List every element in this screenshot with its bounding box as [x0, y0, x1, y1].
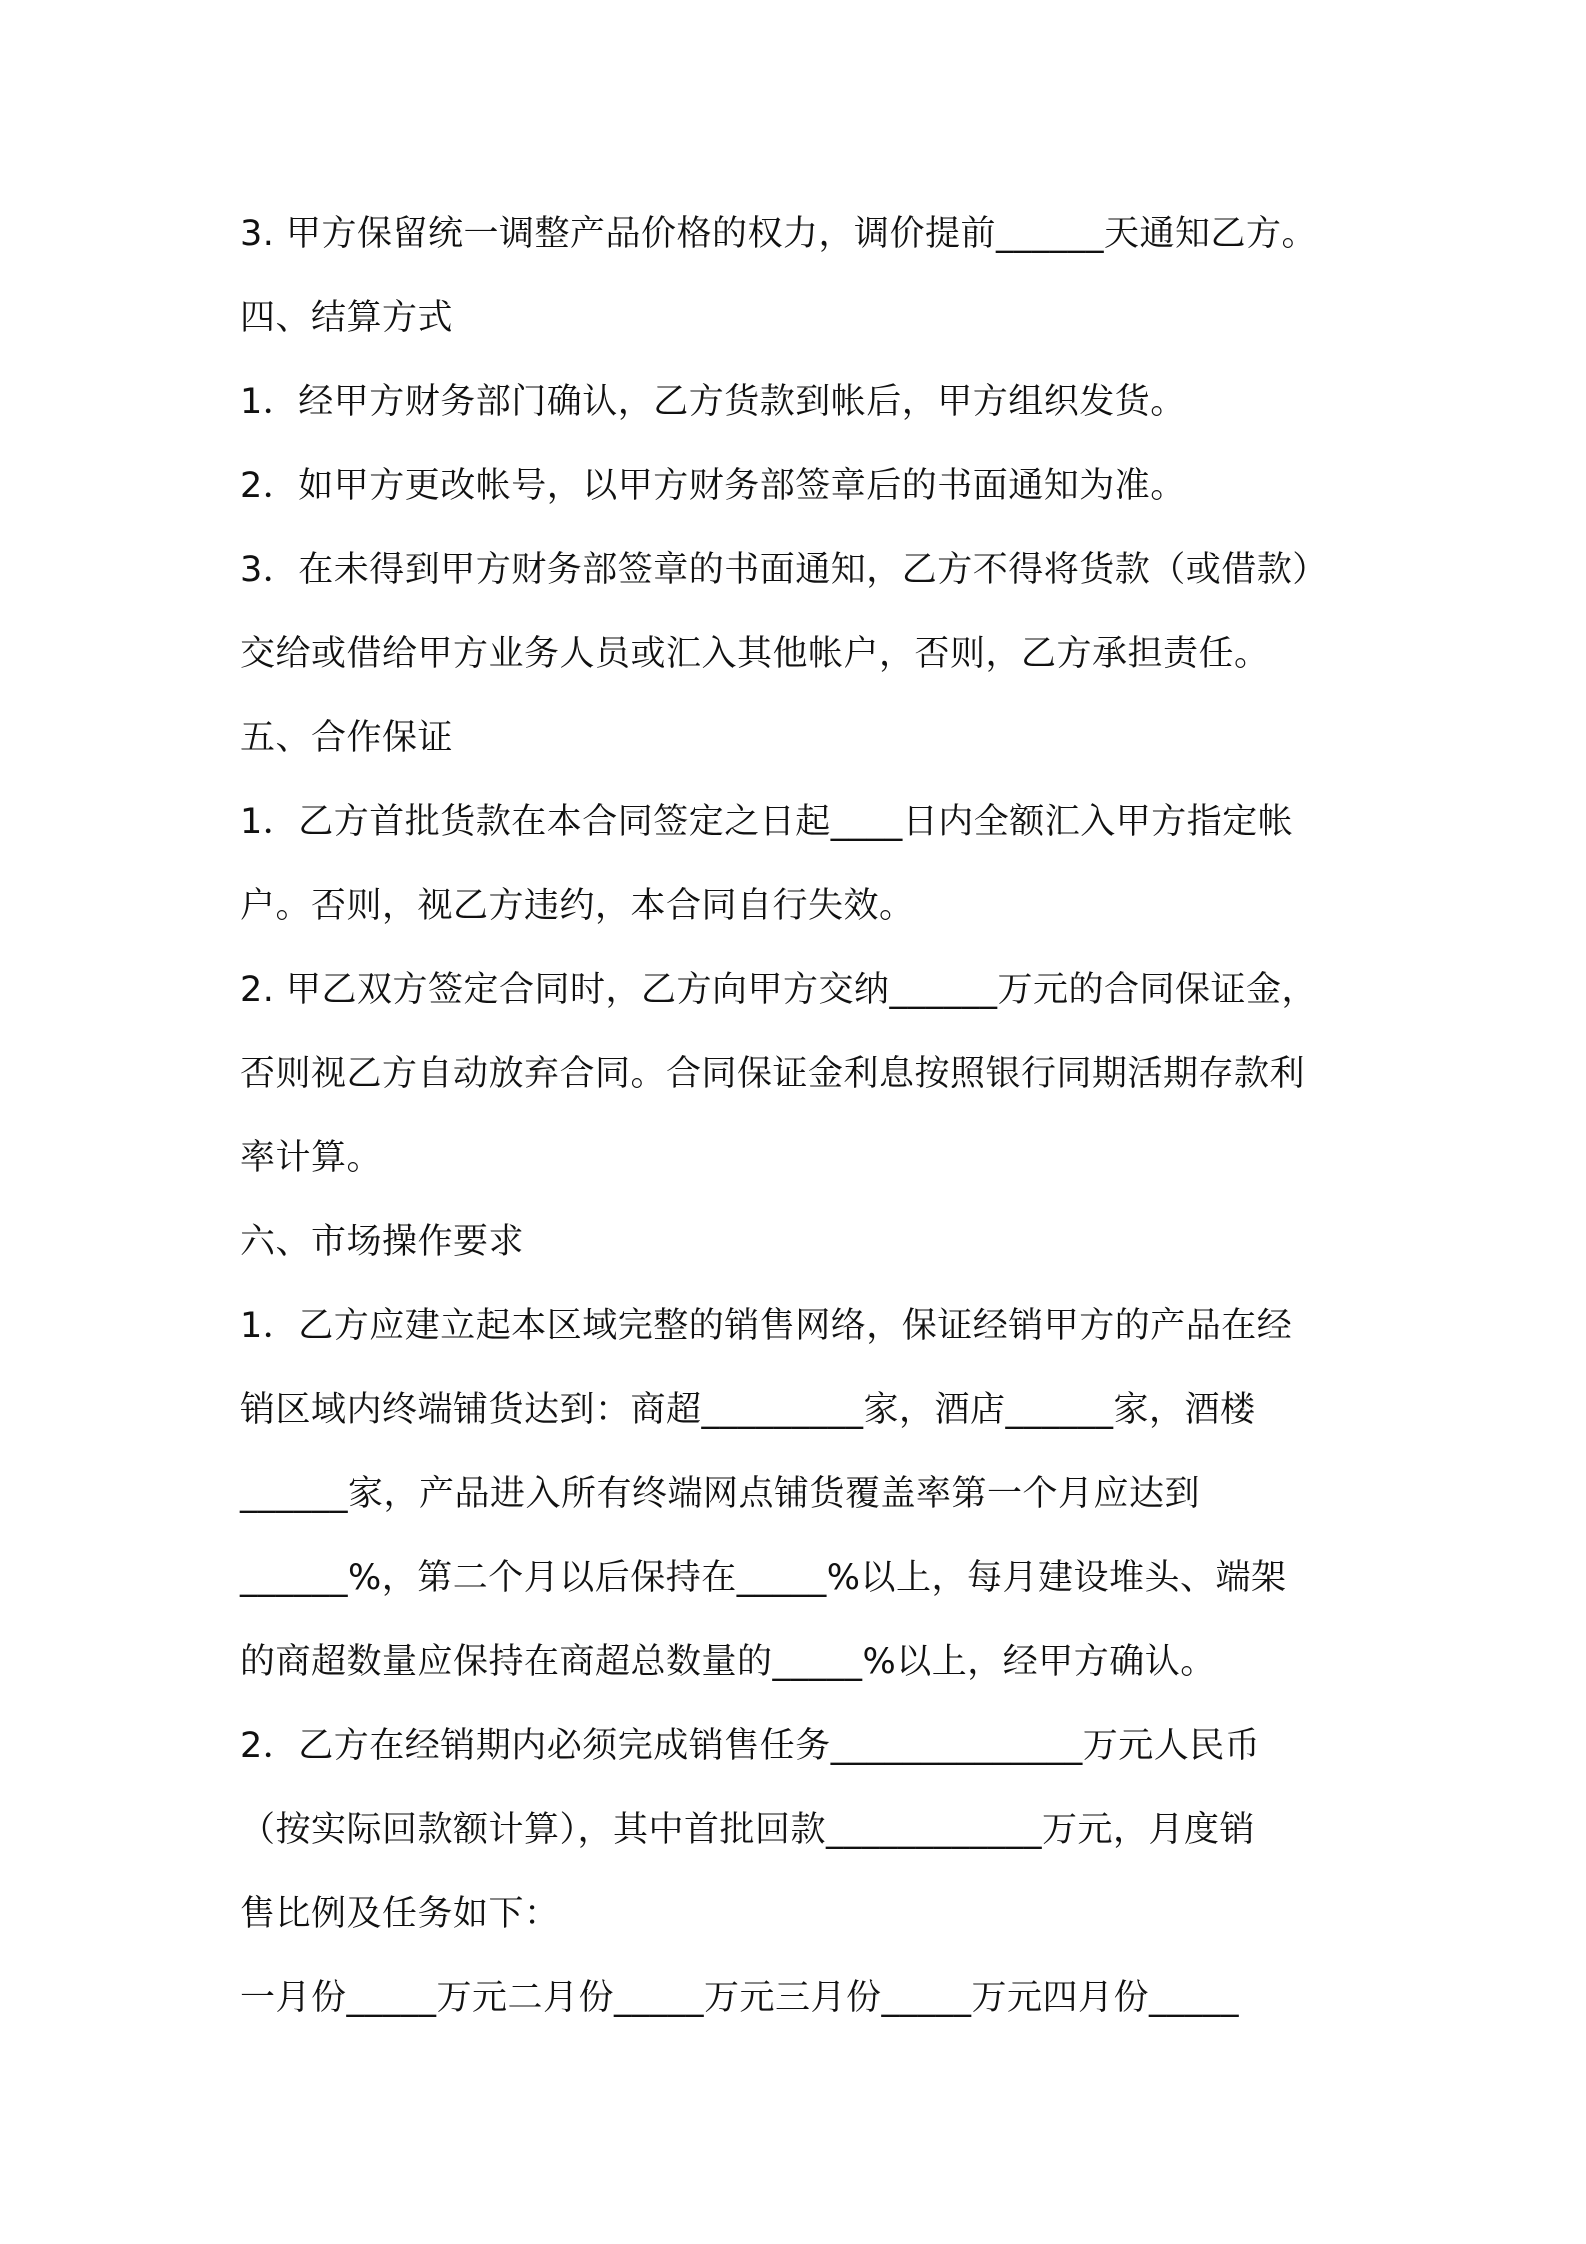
- clause-guarantee-2: 2. 甲乙双方签定合同时，乙方向甲方交纳______万元的合同保证金，: [240, 970, 1318, 1010]
- clause-price-adjustment: 3. 甲方保留统一调整产品价格的权力，调价提前______天通知乙方。: [240, 214, 1318, 254]
- contract-text: [240, 192, 1380, 2040]
- clause-settlement-1: 1．经甲方财务部门确认，乙方货款到帐后，甲方组织发货。: [240, 382, 1186, 422]
- clause-market-1-cont-2: ______家，产品进入所有终端网点铺货覆盖率第一个月应达到: [240, 1474, 1201, 1514]
- section-heading-settlement: 四、结算方式: [240, 298, 454, 338]
- clause-market-2-cont-2: 售比例及任务如下：: [240, 1894, 560, 1934]
- section-heading-guarantee: 五、合作保证: [240, 718, 454, 758]
- section-heading-market: 六、市场操作要求: [240, 1222, 525, 1262]
- clause-market-1: 1．乙方应建立起本区域完整的销售网络，保证经销甲方的产品在经: [240, 1306, 1293, 1346]
- clause-market-1-cont-4: 的商超数量应保持在商超总数量的_____%以上，经甲方确认。: [240, 1642, 1216, 1682]
- clause-market-1-cont-1: 销区域内终端铺货达到：商超_________家，酒店______家，酒楼: [240, 1390, 1256, 1430]
- clause-guarantee-2-cont: 否则视乙方自动放弃合同。合同保证金利息按照银行同期活期存款利: [240, 1054, 1306, 1094]
- clause-market-1-cont-3: ______%，第二个月以后保持在_____%以上，每月建设堆头、端架: [240, 1558, 1287, 1598]
- clause-guarantee-1-cont: 户。否则，视乙方违约，本合同自行失效。: [240, 886, 915, 926]
- monthly-quota-line: 一月份_____万元二月份_____万元三月份_____万元四月份_____: [240, 1978, 1240, 2018]
- clause-guarantee-2-end: 率计算。: [240, 1138, 383, 1178]
- clause-market-2: 2．乙方在经销期内必须完成销售任务______________万元人民币: [240, 1726, 1261, 1766]
- clause-settlement-3-cont: 交给或借给甲方业务人员或汇入其他帐户，否则，乙方承担责任。: [240, 634, 1270, 674]
- clause-settlement-2: 2．如甲方更改帐号，以甲方财务部签章后的书面通知为准。: [240, 466, 1186, 506]
- clause-settlement-3: 3．在未得到甲方财务部签章的书面通知，乙方不得将货款（或借款）: [240, 550, 1328, 590]
- clause-market-2-cont-1: （按实际回款额计算），其中首批回款____________万元，月度销: [240, 1810, 1256, 1850]
- clause-guarantee-1: 1．乙方首批货款在本合同签定之日起____日内全额汇入甲方指定帐: [240, 802, 1294, 842]
